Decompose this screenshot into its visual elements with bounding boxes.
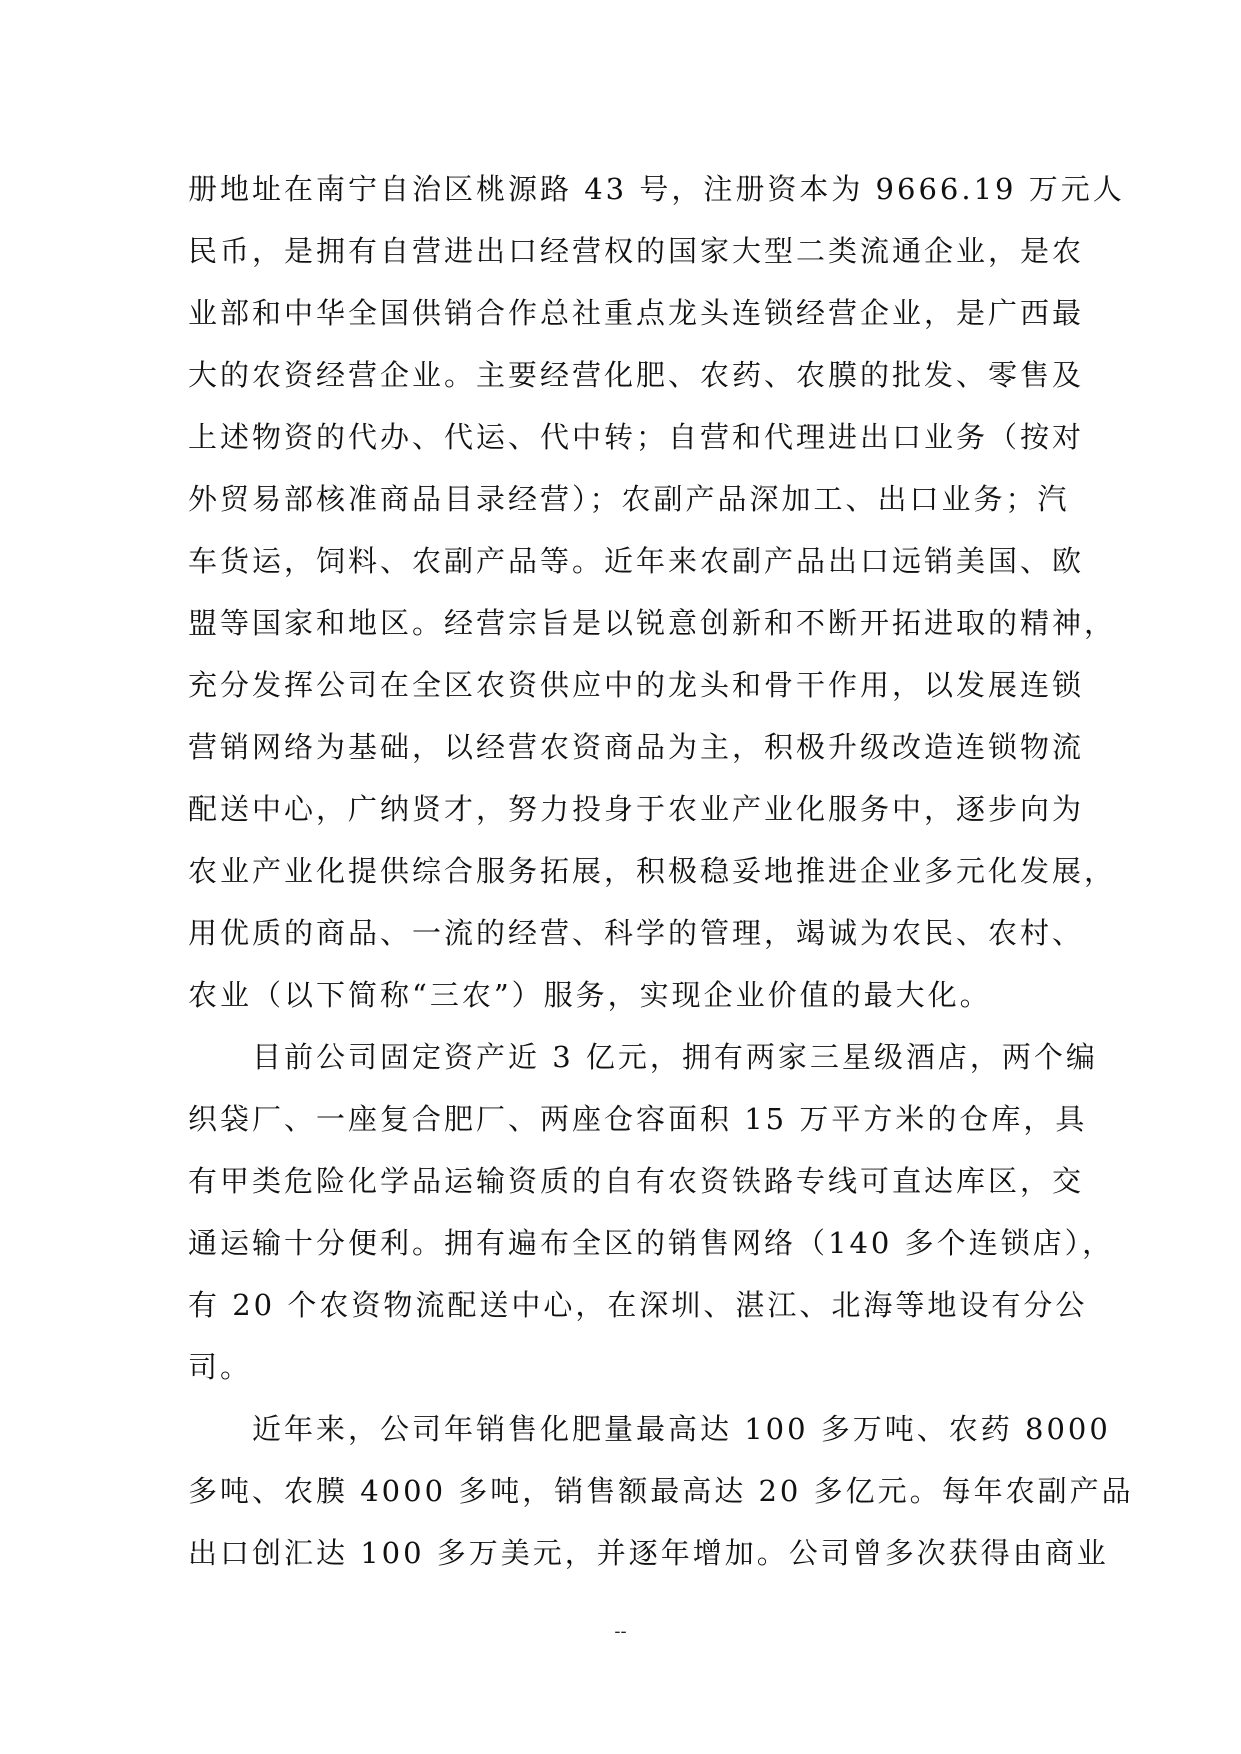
text-line: 配送中心，广纳贤才，努力投身于农业产业化服务中，逐步向为 [188,792,1085,826]
text-line: 册地址在南宁自治区桃源路 43 号，注册资本为 9666.19 万元人 [188,172,1125,206]
text-line: 农业产业化提供综合服务拓展，积极稳妥地推进企业多元化发展， [188,854,1117,888]
text-line: 上述物资的代办、代运、代中转；自营和代理进出口业务（按对 [188,420,1085,454]
text-line: 通运输十分便利。拥有遍布全区的销售网络（140 多个连锁店）， [188,1226,1115,1260]
text-line: 有 20 个农资物流配送中心，在深圳、湛江、北海等地设有分公 [188,1288,1088,1322]
text-line: 农业（以下简称“三农”）服务，实现企业价值的最大化。 [188,978,992,1012]
text-line: 出口创汇达 100 多万美元，并逐年增加。公司曾多次获得由商业 [188,1536,1109,1570]
page-footer: -- [614,1621,627,1642]
text-line: 车货运，饲料、农副产品等。近年来农副产品出口远销美国、欧 [188,544,1085,578]
text-line: 近年来，公司年销售化肥量最高达 100 多万吨、农药 8000 [252,1412,1111,1446]
text-line: 营销网络为基础，以经营农资商品为主，积极升级改造连锁物流 [188,730,1085,764]
text-line: 用优质的商品、一流的经营、科学的管理，竭诚为农民、农村、 [188,916,1085,950]
text-line: 司。 [188,1350,253,1384]
text-line: 织袋厂、一座复合肥厂、两座仓容面积 15 万平方米的仓库，具 [188,1102,1088,1136]
text-line: 盟等国家和地区。经营宗旨是以锐意创新和不断开拓进取的精神， [188,606,1117,640]
text-line: 大的农资经营企业。主要经营化肥、农药、农膜的批发、零售及 [188,358,1085,392]
text-line: 业部和中华全国供销合作总社重点龙头连锁经营企业，是广西最 [188,296,1085,330]
text-line: 外贸易部核准商品目录经营）；农副产品深加工、出口业务；汽 [188,482,1070,516]
text-line: 多吨、农膜 4000 多吨，销售额最高达 20 多亿元。每年农副产品 [188,1474,1134,1508]
text-line: 民币，是拥有自营进出口经营权的国家大型二类流通企业，是农 [188,234,1085,268]
text-line: 目前公司固定资产近 3 亿元，拥有两家三星级酒店，两个编 [252,1040,1098,1074]
text-line: 充分发挥公司在全区农资供应中的龙头和骨干作用，以发展连锁 [188,668,1085,702]
body-text [188,158,1134,1584]
text-line: 有甲类危险化学品运输资质的自有农资铁路专线可直达库区，交 [188,1164,1085,1198]
